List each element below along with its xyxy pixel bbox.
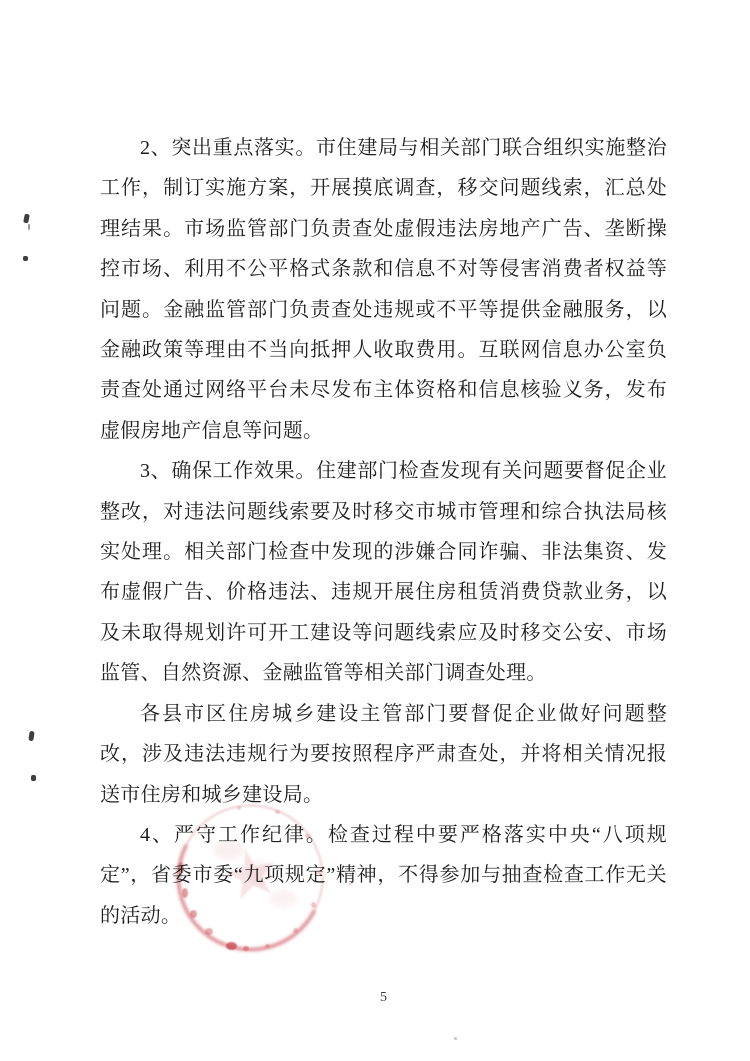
document-body <box>100 128 667 936</box>
scan-artifact-speck <box>28 224 30 230</box>
paragraph-county-duties: 各县市区住房城乡建设主管部门要督促企业做好问题整改，涉及违法违规行为要按照程序严肃查处，并将相关情况报送市住房和城乡建设局。 <box>100 702 667 806</box>
scan-artifact-speck <box>23 256 28 261</box>
scan-artifact-speck <box>28 731 34 742</box>
seal-star-icon: ★ <box>214 833 288 917</box>
seal-ink-blotch <box>226 942 237 950</box>
scan-artifact-speck <box>23 214 30 224</box>
seal-ink-blotch <box>265 944 270 948</box>
paragraph-work-discipline: 4、严守工作纪律。检查过程中要严格落实中央“八项规定”，省委市委“九项规定”精神，不得参加与抽查检查工作无关的活动。 <box>100 823 667 927</box>
paragraph-ensure-results: 3、确保工作效果。住建部门检查发现有关问题要督促企业整改，对违法问题线索要及时移交市城市管理和综合执法局核实处理。相关部门检查中发现的涉嫌合同诈骗、非法集资、发布虚假广告、价格违法、违规开展住房租赁消费贷款业务，以及未取得规划许可开工建设等问题线索应及时移交公安、市场监管、自然资源、金融监管等相关部门调查处理。 <box>100 460 667 685</box>
scan-artifact-speck <box>454 1037 457 1040</box>
paragraph-key-tasks: 2、突出重点落实。市住建局与相关部门联合组织实施整治工作，制订实施方案，开展摸底调查，移交问题线索，汇总处理结果。市场监管部门负责查处虚假违法房地产广告、垄断操控市场、利用不公平格式条款和信息不对等侵害消费者权益等问题。金融监管部门负责查处违规或不平等提供金融服务，以金融政策等理由不当向抵押人收取费用。互联网信息办公室负责查处通过网络平台未尽发布主体资格和信息核验义务，发布虚假房地产信息等问题。 <box>100 137 667 442</box>
scan-artifact-speck <box>31 775 36 781</box>
page-number: 5 <box>380 990 387 1005</box>
seal-ink-blotch <box>243 946 249 951</box>
